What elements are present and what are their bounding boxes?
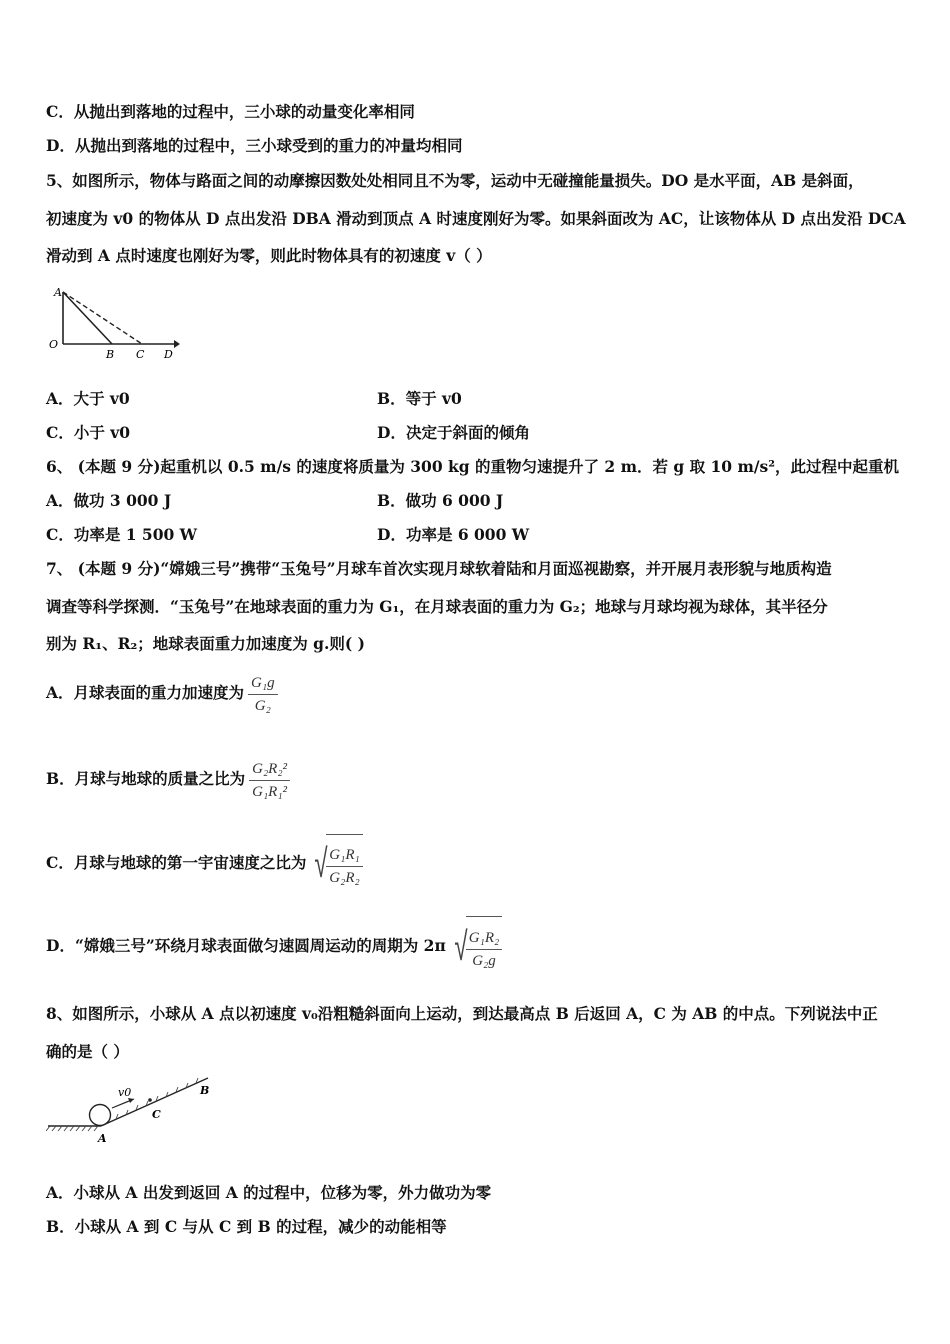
q8-stem-line1: 8、如图所示，小球从 A 点以初速度 v₀沿粗糙斜面向上运动，到达最高点 B 后返回 A，C 为 AB 的中点。下列说法中正: [46, 1004, 878, 1023]
q7-option-c-sqrt: [310, 834, 362, 894]
q5-option-c: C．小于 v0: [46, 423, 131, 442]
q7-option-b-denominator: G₁R₁²: [252, 783, 288, 800]
q4-option-c: C．从抛出到落地的过程中，三小球的动量变化率相同: [46, 102, 415, 121]
q5-incline-figure: [46, 282, 186, 362]
q7-option-c: [46, 834, 363, 894]
q5-fig-label-d: D: [164, 348, 173, 361]
sqrt-symbol-icon: √: [454, 924, 468, 970]
q6-option-c: C．功率是 1 500 W: [46, 525, 198, 544]
q5-stem-line3: 滑动到 A 点时速度也刚好为零，则此时物体具有的初速度 v（ ）: [46, 246, 492, 265]
q7-option-c-text: C．月球与地球的第一宇宙速度之比为: [46, 853, 307, 872]
q8-fig-label-a: A: [98, 1132, 107, 1145]
q5-stem-line2: 初速度为 v0 的物体从 D 点出发沿 DBA 滑动到顶点 A 时速度刚好为零。如果斜面改为 AC，让该物体从 D 点出发沿 DCA: [46, 209, 906, 228]
q7-option-a-text: A．月球表面的重力加速度为: [46, 683, 245, 702]
q7-stem-line1: 7、 (本题 9 分)“嫦娥三号”携带“玉兔号”月球车首次实现月球软着陆和月面巡视勘察，并开展月表形貌与地质构造: [46, 559, 832, 578]
q6-option-b: B．做功 6 000 J: [377, 491, 504, 510]
q5-option-b: B．等于 v0: [377, 389, 462, 408]
q5-fig-label-b: B: [106, 348, 115, 361]
q5-fig-label-o: O: [49, 338, 59, 351]
q8-fig-label-v0: v0: [118, 1086, 132, 1099]
q6-option-a: A．做功 3 000 J: [46, 491, 172, 510]
q7-option-a-denominator: G₂: [254, 697, 271, 714]
q7-stem-line2: 调查等科学探测．“玉兔号”在地球表面的重力为 G₁，在月球表面的重力为 G₂；地球与月球均视为球体，其半径分: [46, 597, 828, 616]
q8-fig-label-b: B: [200, 1084, 210, 1097]
sqrt-symbol-icon: √: [314, 841, 328, 887]
q7-option-c-numerator: G₁R₁: [326, 844, 362, 867]
q6-stem: 6、 (本题 9 分)起重机以 0.5 m/s 的速度将质量为 300 kg 的重物匀速提升了 2 m．若 g 取 10 m/s²，此过程中起重机: [46, 457, 900, 476]
q7-option-b-numerator: G₂R₂²: [249, 758, 290, 781]
q5-fig-label-c: C: [136, 348, 145, 361]
q8-fig-label-c: C: [152, 1108, 161, 1121]
q7-option-b-fraction: [249, 758, 290, 803]
q7-option-d-denominator: G₂g: [472, 952, 496, 969]
q8-stem-line2: 确的是（ ）: [46, 1042, 129, 1061]
q7-option-b-text: B．月球与地球的质量之比为: [46, 769, 246, 788]
q7-option-a: [46, 668, 278, 718]
q5-fig-label-a: A: [54, 286, 62, 299]
q7-option-d-numerator: G₁R₂: [466, 927, 502, 950]
q7-option-c-denominator: G₂R₂: [329, 869, 360, 886]
q8-slope-figure: [46, 1074, 216, 1146]
q5-option-a: A．大于 v0: [46, 389, 130, 408]
q7-stem-line3: 别为 R₁、R₂；地球表面重力加速度为 g.则( ): [46, 634, 365, 653]
q8-option-a: A．小球从 A 出发到返回 A 的过程中，位移为零，外力做功为零: [46, 1183, 492, 1202]
q7-option-d-text: D．“嫦娥三号”环绕月球表面做匀速圆周运动的周期为 2π: [46, 936, 446, 955]
q7-option-d-sqrt: [450, 916, 502, 978]
q7-option-b: [46, 752, 290, 806]
q6-option-d: D．功率是 6 000 W: [377, 525, 530, 544]
q7-option-d: [46, 916, 502, 978]
q8-option-b: B．小球从 A 到 C 与从 C 到 B 的过程，减少的动能相等: [46, 1217, 447, 1236]
q5-stem-line1: 5、如图所示，物体与路面之间的动摩擦因数处处相同且不为零，运动中无碰撞能量损失。DO 是水平面，AB 是斜面，: [46, 171, 864, 190]
q5-option-d: D．决定于斜面的倾角: [377, 423, 530, 442]
q4-option-d: D．从抛出到落地的过程中，三小球受到的重力的冲量均相同: [46, 136, 463, 155]
q7-option-a-fraction: [248, 672, 278, 717]
q7-option-a-numerator: G₁g: [248, 672, 278, 695]
